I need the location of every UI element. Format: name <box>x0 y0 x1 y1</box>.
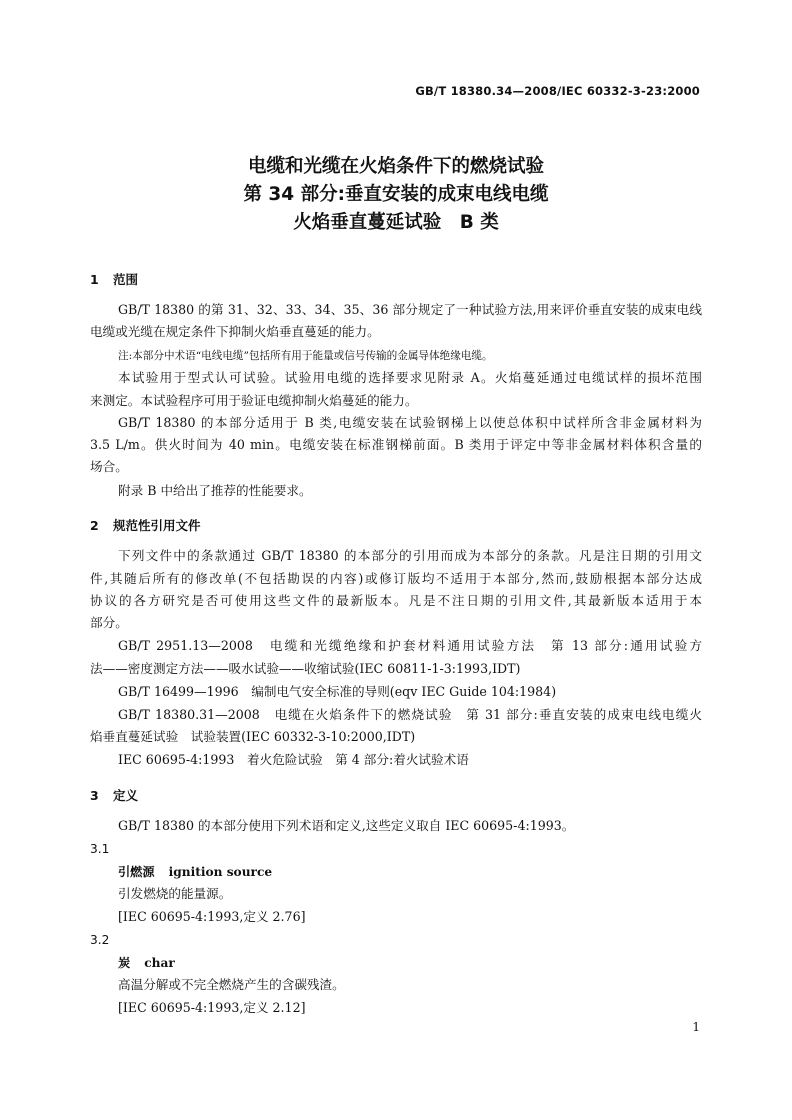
section-3-heading <box>90 786 138 804</box>
s1-p4: 附录 B 中给出了推荐的性能要求。 <box>118 483 312 498</box>
clause-3-2-term <box>118 955 702 971</box>
section-number: 1 <box>90 272 99 287</box>
s2-ref3-line2: 焰垂直蔓延试验 试验装置(IEC 60332-3-10:2000,IDT) <box>90 729 416 744</box>
page-number: 1 <box>692 1020 700 1034</box>
s1-p1-line2: 电缆或光缆在规定条件下抑制火焰垂直蔓延的能力。 <box>90 324 380 339</box>
s2-p1-line2: 件,其随后所有的修改单(不包括勘误的内容)或修订版均不适用于本部分,然而,鼓励根据本部分达成 <box>90 571 702 586</box>
s1-p2-line2: 来测定。本试验程序可用于验证电缆抑制火焰蔓延的能力。 <box>90 393 418 408</box>
clause-3-1-number: 3.1 <box>90 842 110 856</box>
title-line-2: 第 34 部分:垂直安装的成束电线电缆 <box>243 184 549 205</box>
clause-3-1-definition: 引发燃烧的能量源。 <box>118 886 232 901</box>
s2-p1-line1: 下列文件中的条款通过 GB/T 18380 的本部分的引用而成为本部分的条款。凡是注日期的引用文 <box>118 548 702 563</box>
clause-3-1-term <box>118 864 702 880</box>
s2-ref3-line1: GB/T 18380.31—2008 电缆在火焰条件下的燃烧试验 第 31 部分:垂直安装的成束电线电缆火 <box>118 707 702 722</box>
s3-intro: GB/T 18380 的本部分使用下列术语和定义,这些定义取自 IEC 60695-4:1993。 <box>118 818 575 833</box>
section-title: 定义 <box>113 788 139 803</box>
title-line-1: 电缆和光缆在火焰条件下的燃烧试验 <box>247 156 544 177</box>
s2-ref1-line2: 法——密度测定方法——吸水试验——收缩试验(IEC 60811-1-3:1993,IDT) <box>90 661 521 676</box>
clause-3-1-reference: [IEC 60695-4:1993,定义 2.76] <box>118 909 306 924</box>
s1-p3-line1: GB/T 18380 的本部分适用于 B 类,电缆安装在试验钢梯上以使总体积中试样所含非金属材料为 <box>118 415 702 430</box>
clause-3-2-reference: [IEC 60695-4:1993,定义 2.12] <box>118 1000 306 1015</box>
section-number: 3 <box>90 788 99 803</box>
clause-3-2-number: 3.2 <box>90 933 110 947</box>
section-1-heading <box>90 270 138 288</box>
term-zh: 引燃源 <box>118 865 155 879</box>
s1-p2-line1: 本试验用于型式认可试验。试验用电缆的选择要求见附录 A。火焰蔓延通过电缆试样的损坏范围 <box>118 370 702 385</box>
section-2-heading <box>90 516 201 534</box>
standard-code-header: GB/T 18380.34—2008/IEC 60332-3-23:2000 <box>415 84 700 98</box>
s2-ref4: IEC 60695-4:1993 着火危险试验 第 4 部分:着火试验术语 <box>118 752 469 767</box>
s1-p1-line1: GB/T 18380 的第 31、32、33、34、35、36 部分规定了一种试验方法,用来评价垂直安装的成束电线 <box>118 302 702 317</box>
section-title: 范围 <box>113 272 139 287</box>
clause-3-2-definition: 高温分解或不完全燃烧产生的含碳残渣。 <box>118 977 345 992</box>
section-title: 规范性引用文件 <box>113 518 201 533</box>
s1-note: 注:本部分中术语“电线电缆”包括所有用于能量或信号传输的金属导体绝缘电缆。 <box>118 350 493 362</box>
s2-ref2: GB/T 16499—1996 编制电气安全标准的导则(eqv IEC Guide 104:1984) <box>118 684 557 699</box>
section-number: 2 <box>90 518 99 533</box>
s2-p1-line4: 部分。 <box>90 615 128 630</box>
s2-ref1-line1: GB/T 2951.13—2008 电缆和光缆绝缘和护套材料通用试验方法 第 13 部分:通用试验方 <box>118 638 702 653</box>
term-en: char <box>144 956 175 970</box>
s2-p1-line3: 协议的各方研究是否可使用这些文件的最新版本。凡是不注日期的引用文件,其最新版本适用于本 <box>90 593 702 608</box>
s1-p3-line2: 3.5 L/m。供火时间为 40 min。电缆安装在标准钢梯前面。B 类用于评定中等非金属材料体积含量的 <box>90 437 702 452</box>
s1-p3-line3: 场合。 <box>90 459 128 474</box>
title-line-3: 火焰垂直蔓延试验 B 类 <box>293 212 499 233</box>
term-zh: 炭 <box>118 956 131 970</box>
term-en: ignition source <box>168 865 273 879</box>
